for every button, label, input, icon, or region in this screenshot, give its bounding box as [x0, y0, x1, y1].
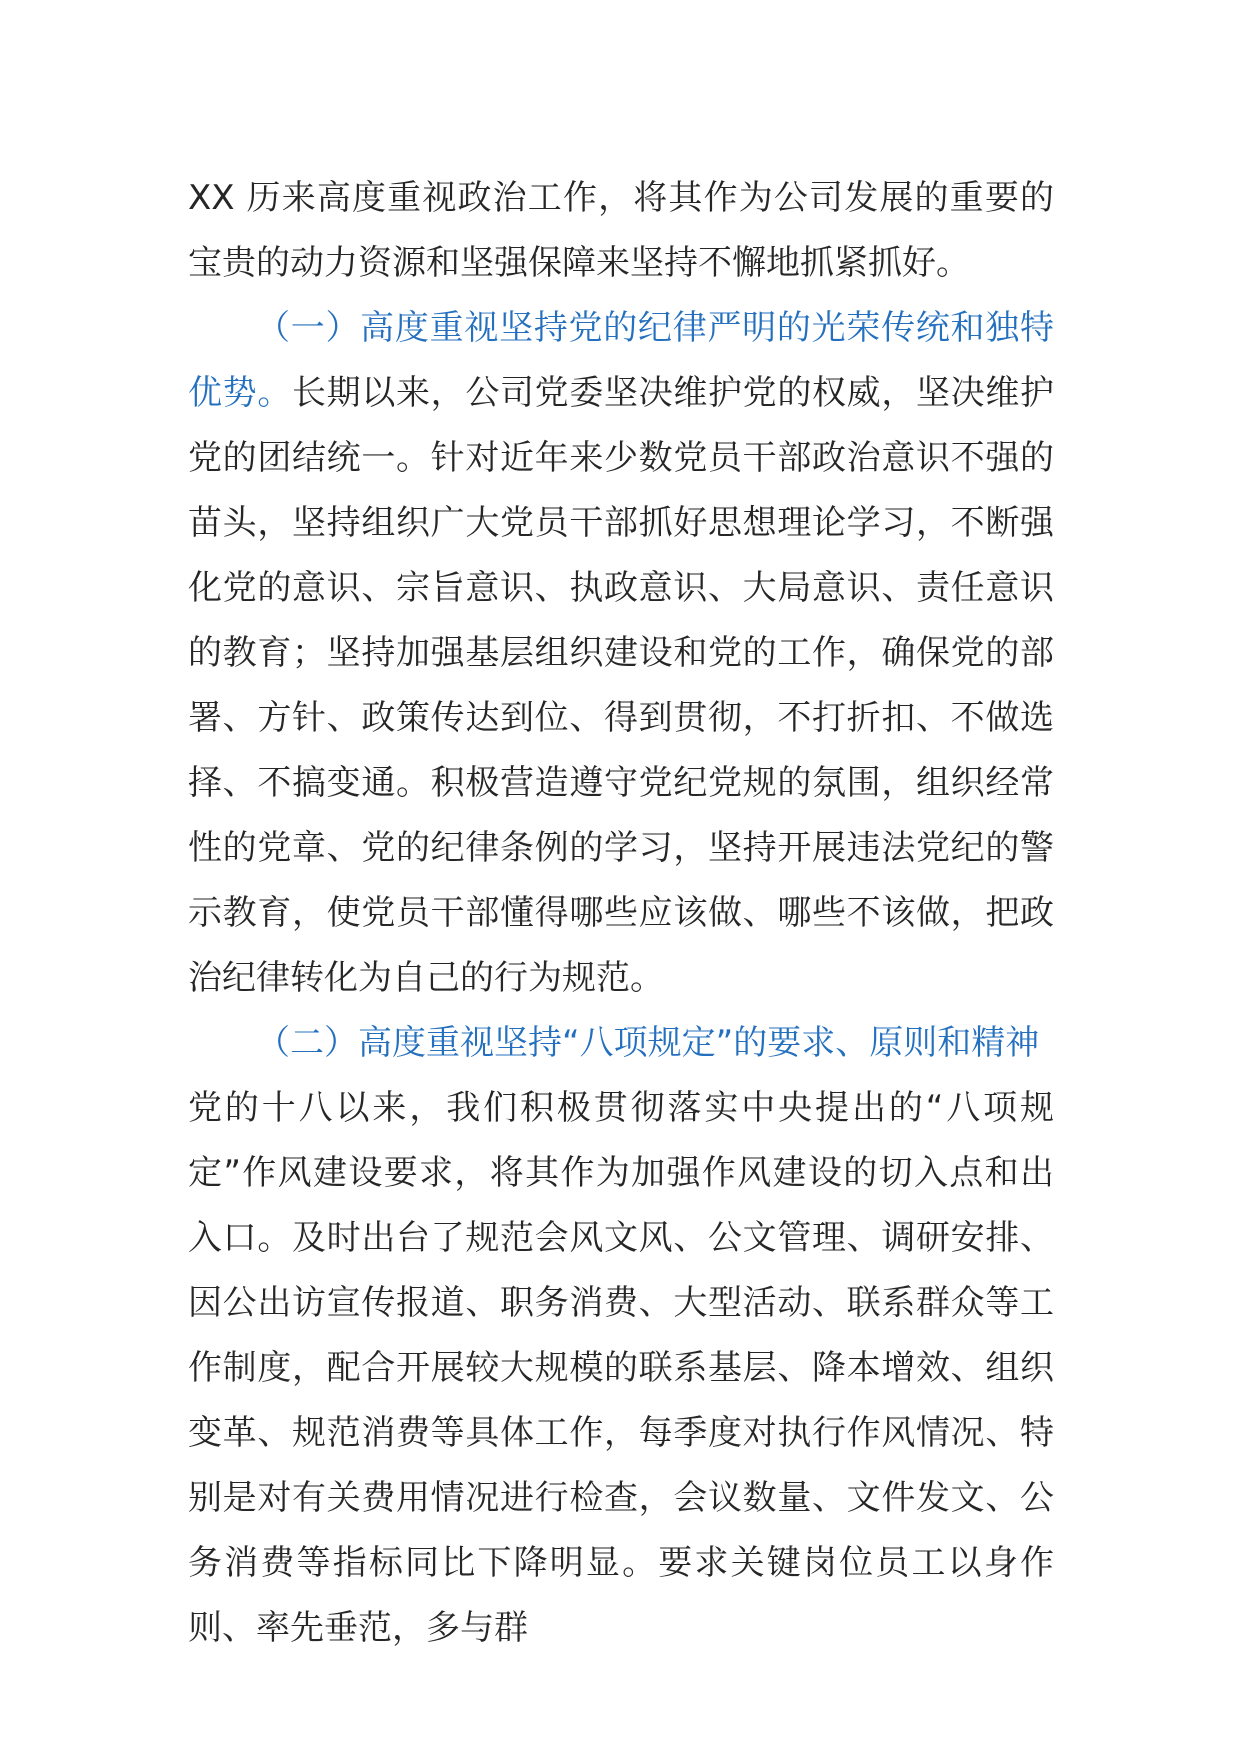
section-1-paragraph — [188, 296, 1054, 1011]
document-body — [188, 166, 1054, 1661]
section-2-paragraph: 党的十八以来，我们积极贯彻落实中央提出的“八项规定”作风建设要求，将其作为加强作风建设的切入点和出入口。及时出台了规范会风文风、公文管理、调研安排、因公出访宣传报道、职务消费、大型活动、联系群众等工作制度，配合开展较大规模的联系基层、降本增效、组织变革、规范消费等具体工作，每季度对执行作风情况、特别是对有关费用情况进行检查，会议数量、文件发文、公务消费等指标同比下降明显。要求关键岗位员工以身作则、率先垂范，多与群 — [188, 1088, 1054, 1648]
section-2-heading: （二）高度重视坚持“八项规定”的要求、原则和精神 — [256, 1023, 1040, 1063]
section-1-heading: （一）高度重视坚持党的纪律严明的光荣传统和独特优势。 — [188, 308, 1054, 413]
section-1-body: 长期以来，公司党委坚决维护党的权威，坚决维护党的团结统一。针对近年来少数党员干部政治意识不强的苗头，坚持组织广大党员干部抓好思想理论学习，不断强化党的意识、宗旨意识、执政意识、大局意识、责任意识的教育；坚持加强基层组织建设和党的工作，确保党的部署、方针、政策传达到位、得到贯彻，不打折扣、不做选择、不搞变通。积极营造遵守党纪党规的氛围，组织经常性的党章、党的纪律条例的学习，坚持开展违法党纪的警示教育，使党员干部懂得哪些应该做、哪些不该做，把政治纪律转化为自己的行为规范。 — [188, 373, 1054, 998]
intro-paragraph: XX 历来高度重视政治工作，将其作为公司发展的重要的宝贵的动力资源和坚强保障来坚持不懈地抓紧抓好。 — [188, 178, 1054, 283]
section-2-heading-paragraph — [188, 1011, 1054, 1076]
